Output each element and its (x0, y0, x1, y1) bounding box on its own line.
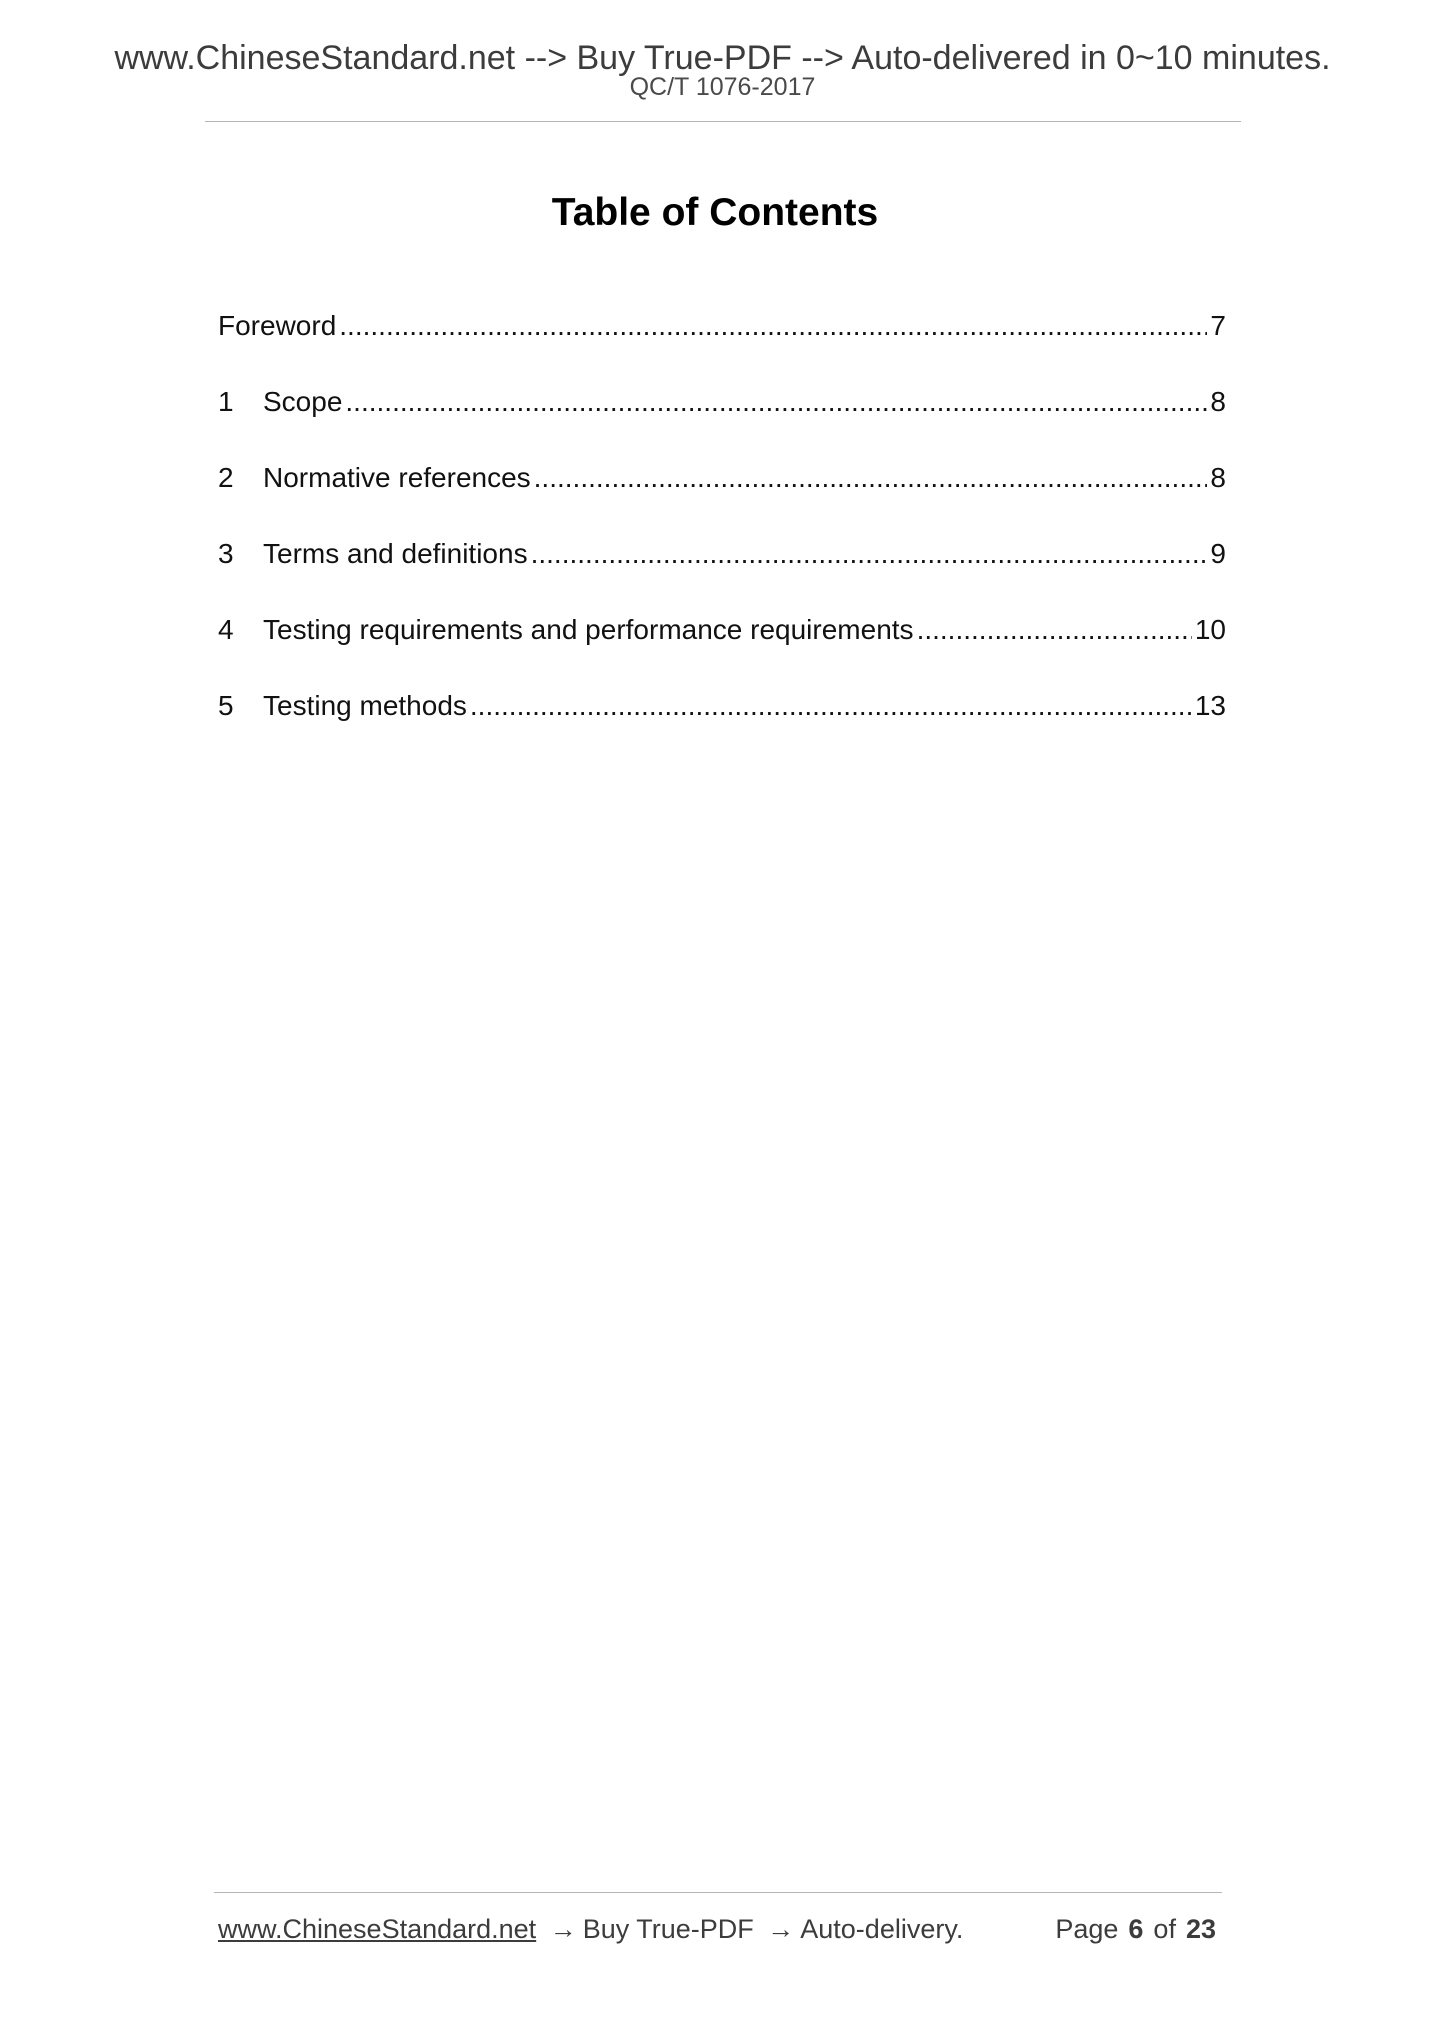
toc-entry-page: 8 (1210, 462, 1226, 493)
toc-entry-label: Terms and definitions (263, 538, 528, 569)
toc-entry-normative-references[interactable] (218, 460, 1226, 536)
toc-entry-page: 13 (1194, 690, 1226, 721)
footer-divider (214, 1892, 1222, 1893)
toc-leader-dots (534, 460, 1208, 496)
header-divider (205, 121, 1241, 122)
site-link[interactable]: www.ChineseStandard.net (218, 1914, 537, 1944)
toc-entry-testing-methods[interactable] (218, 688, 1226, 764)
footer-buy-text: Buy True-PDF (582, 1914, 754, 1944)
document-code: QC/T 1076-2017 (629, 73, 816, 101)
toc-entry-label: Testing methods (263, 690, 467, 721)
toc-entry-label: Scope (263, 386, 343, 417)
toc-entry-page: 7 (1210, 310, 1226, 341)
table-of-contents (218, 308, 1226, 764)
toc-leader-dots (531, 536, 1208, 572)
site-banner: www.ChineseStandard.net --> Buy True-PDF --> Auto-delivered in 0~10 minutes. (114, 39, 1331, 77)
current-page-number: 6 (1128, 1914, 1144, 1944)
footer-promo (218, 1912, 963, 1946)
toc-title: Table of Contents (551, 191, 879, 234)
toc-entry-page: 10 (1194, 614, 1226, 645)
of-word: of (1153, 1914, 1176, 1944)
toc-leader-dots (345, 384, 1207, 420)
toc-entry-label: Foreword (218, 310, 337, 341)
toc-entry-label: Testing requirements and performance requirements (263, 614, 914, 645)
toc-entry-page: 9 (1210, 538, 1226, 569)
toc-entry-number: 2 (218, 462, 234, 493)
arrow-right-icon: → (767, 1914, 795, 1944)
toc-entry-foreword[interactable] (218, 308, 1226, 384)
toc-entry-testing-requirements[interactable] (218, 612, 1226, 688)
toc-leader-dots (339, 308, 1207, 344)
toc-entry-number: 3 (218, 538, 234, 569)
toc-entry-number: 4 (218, 614, 234, 645)
page-indicator (1055, 1912, 1216, 1946)
toc-entry-number: 5 (218, 690, 234, 721)
toc-leader-dots (917, 612, 1192, 648)
toc-entry-label: Normative references (263, 462, 531, 493)
toc-entry-number: 1 (218, 386, 234, 417)
total-page-count: 23 (1185, 1914, 1216, 1944)
footer-delivery-text: Auto-delivery. (800, 1914, 964, 1944)
toc-entry-page: 8 (1210, 386, 1226, 417)
arrow-right-icon: → (549, 1914, 577, 1944)
toc-leader-dots (470, 688, 1192, 724)
page-word: Page (1055, 1914, 1119, 1944)
toc-entry-scope[interactable] (218, 384, 1226, 460)
toc-entry-terms-and-definitions[interactable] (218, 536, 1226, 612)
